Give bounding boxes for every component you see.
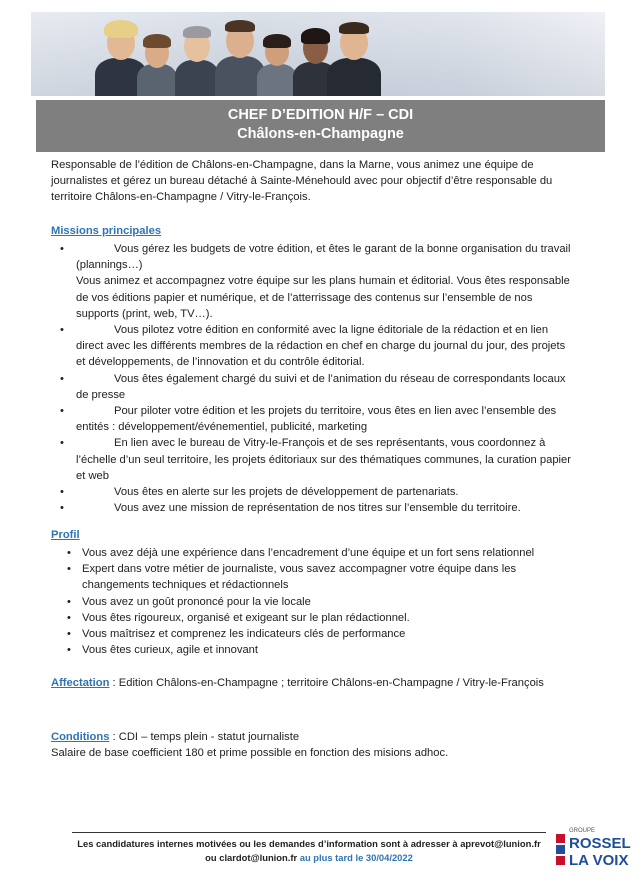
mission-text: Vous êtes en alerte sur les projets de développement de partenariats. [114, 486, 459, 499]
bullet-icon: • [60, 405, 64, 418]
mission-text: Vous êtes également chargé du suivi et de l’animation du réseau de correspondants locaux de presse [76, 372, 566, 401]
mission-text: Pour piloter votre édition et les projets du territoire, vous êtes en lien avec l’ensemble des entités : développement/événementiel, publicité, marketing [76, 405, 557, 434]
logo-line1: ROSSEL [569, 835, 631, 852]
mission-text: Vous pilotez votre édition en conformité avec la ligne éditoriale de la rédaction et en lien direct avec les différents membres de la rédaction en chef en charge du journal du jour, des projets et développements, de l’innovation et du contrôle éditorial. [76, 324, 566, 369]
bullet-icon: • [60, 502, 64, 515]
list-item [51, 371, 571, 403]
rossel-la-voix-logo [556, 820, 638, 878]
list-item [51, 545, 571, 561]
bullet-icon: • [60, 324, 64, 337]
list-item [51, 626, 571, 642]
conditions-text: : CDI – temps plein - statut journaliste [109, 731, 300, 743]
bullet-icon: • [67, 547, 71, 559]
profil-text: Vous avez un goût prononcé pour la vie locale [82, 595, 311, 608]
bullet-icon: • [60, 372, 64, 385]
profil-text: Vous maîtrisez et comprenez les indicateurs clés de performance [82, 628, 406, 641]
list-item [51, 322, 571, 371]
affectation-heading: Affectation [51, 677, 110, 689]
mission-text: Vous gérez les budgets de votre édition, et êtes le garant de la bonne organisation du travail (plannings…) [76, 243, 571, 272]
profil-text: Expert dans votre métier de journaliste, vous savez accompagner votre équipe dans les changements techniques et rédactionnels [82, 563, 517, 592]
bullet-icon: • [67, 563, 71, 576]
bullet-icon: • [67, 611, 71, 624]
conditions-heading: Conditions [51, 731, 110, 743]
bullet-icon: • [67, 595, 71, 608]
list-item [51, 561, 571, 593]
list-item [51, 594, 571, 610]
affectation-text: : Edition Châlons-en-Champagne ; territoire Châlons-en-Champagne / Vitry-le-François [109, 677, 544, 689]
logo-small-text: GROUPE [569, 828, 596, 834]
missions-list [51, 241, 571, 516]
footer-contact [72, 837, 546, 864]
bullet-icon: • [60, 486, 64, 499]
profil-text: Vous êtes curieux, agile et innovant [82, 644, 259, 657]
footer-deadline: au plus tard le 30/04/2022 [299, 851, 413, 863]
mission-text: Vous avez une mission de représentation de nos titres sur l’ensemble du territoire. [114, 502, 521, 515]
list-item [51, 642, 571, 658]
missions-heading: Missions principales [51, 225, 162, 237]
profil-heading: Profil [51, 529, 80, 541]
list-item [51, 610, 571, 626]
footer-text: Les candidatures internes motivées ou les demandes d’information sont à adresser à aprevot@lunion.fr ou clardot@lunion.fr [77, 838, 541, 863]
intro-paragraph: Responsable de l’édition de Châlons-en-Champagne, dans la Marne, vous animez une équipe de journalistes et gérez un bureau détaché à Sainte-Ménehould avec pour objectif d’être responsable du territoire Châlons-en-Champagne / Vitry-le-François. [51, 159, 553, 204]
bullet-icon: • [67, 644, 71, 657]
list-item [51, 435, 571, 484]
mission-continuation: Vous animez et accompagnez votre équipe sur les plans humain et éditorial. Vous êtes responsable de vos éditions papier et numérique, et de l’atterrissage des contenus sur l’ensemble de nos supports (print, web, TV…). [76, 275, 570, 320]
person-illustration [323, 12, 383, 96]
list-item [51, 484, 571, 500]
list-item [51, 241, 571, 322]
list-item [51, 500, 571, 516]
job-title-box [36, 100, 605, 152]
job-title: CHEF D’EDITION H/F – CDI [227, 107, 414, 123]
footer-divider [72, 832, 546, 833]
header-banner-image [31, 12, 605, 96]
conditions-salary: Salaire de base coefficient 180 et prime possible en fonction des misions adhoc. [51, 747, 449, 760]
job-location: Châlons-en-Champagne [237, 126, 404, 142]
profil-list [51, 545, 571, 658]
logo-line2: LA VOIX [569, 852, 629, 869]
bullet-icon: • [60, 437, 64, 450]
mission-text: En lien avec le bureau de Vitry-le-François et de ses représentants, vous coordonnez à l’échelle d’un seul territoire, les projets éditoriaux sur des thématiques communes, la curation papier et web [76, 437, 571, 482]
profil-text: Vous êtes rigoureux, organisé et exigeant sur le plan rédactionnel. [82, 611, 410, 624]
profil-text: Vous avez déjà une expérience dans l’encadrement d’une équipe et un fort sens relationnel [82, 547, 535, 559]
bullet-icon: • [67, 628, 71, 641]
bullet-icon: • [60, 243, 64, 255]
conditions-section [51, 729, 571, 761]
affectation-section [51, 675, 566, 691]
list-item [51, 403, 571, 435]
